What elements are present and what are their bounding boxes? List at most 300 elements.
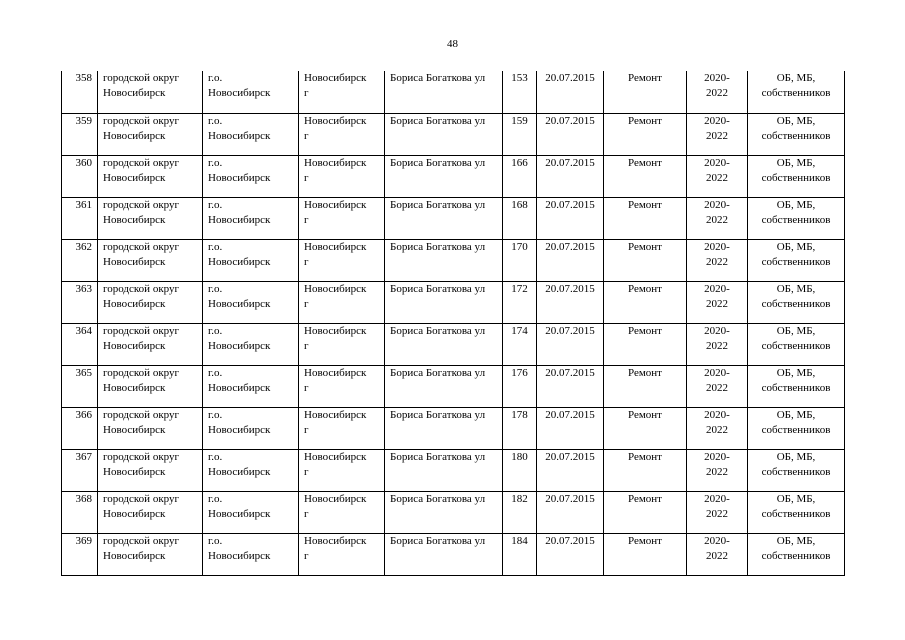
funding-source-cell	[748, 71, 845, 113]
date-value: 20.07.2015	[545, 114, 595, 127]
settlement-cell	[299, 239, 385, 281]
district-cell	[203, 155, 299, 197]
municipality-name: Новосибирск	[103, 507, 166, 520]
district-type: г.о.	[208, 72, 223, 84]
house-cell	[503, 197, 537, 239]
work-type: Ремонт	[627, 114, 662, 127]
funding-source-owners: собственников	[761, 465, 831, 478]
funding-source-cell	[748, 281, 845, 323]
row-number-cell	[62, 113, 98, 155]
municipality-name: Новосибирск	[103, 129, 166, 142]
date-value: 20.07.2015	[545, 198, 595, 211]
settlement-name: Новосибирск	[304, 492, 367, 505]
house-cell	[503, 533, 537, 575]
date-cell	[537, 491, 604, 533]
district-name: Новосибирск	[208, 423, 271, 436]
funding-source-budgets: ОБ, МБ,	[776, 156, 816, 169]
row-number: 362	[75, 240, 92, 253]
house-number: 180	[511, 450, 528, 463]
funding-source-budgets: ОБ, МБ,	[776, 282, 816, 295]
house-cell	[503, 491, 537, 533]
work-type-cell	[604, 491, 687, 533]
funding-source-owners: собственников	[761, 87, 831, 99]
district-name: Новосибирск	[208, 381, 271, 394]
settlement-name: Новосибирск	[304, 72, 367, 84]
housing-registry-table	[61, 71, 845, 576]
settlement-type: г	[304, 507, 309, 520]
municipality-name: Новосибирск	[103, 213, 166, 226]
period-cell	[687, 281, 748, 323]
row-number-cell	[62, 71, 98, 113]
work-type: Ремонт	[627, 450, 662, 463]
house-cell	[503, 113, 537, 155]
funding-source-cell	[748, 323, 845, 365]
house-cell	[503, 407, 537, 449]
municipality-type: городской округ	[103, 240, 180, 253]
work-type-cell	[604, 155, 687, 197]
settlement-cell	[299, 407, 385, 449]
street-name: Бориса Богаткова ул	[390, 282, 486, 295]
row-number: 358	[75, 72, 92, 84]
house-cell	[503, 323, 537, 365]
district-name: Новосибирск	[208, 507, 271, 520]
street-cell	[385, 449, 503, 491]
house-cell	[503, 239, 537, 281]
table-row	[62, 323, 845, 365]
municipality-name: Новосибирск	[103, 465, 166, 478]
period-start: 2020-	[704, 450, 730, 463]
period-cell	[687, 449, 748, 491]
work-type-cell	[604, 407, 687, 449]
row-number-cell	[62, 491, 98, 533]
district-name: Новосибирск	[208, 213, 271, 226]
street-cell	[385, 533, 503, 575]
municipality-name: Новосибирск	[103, 255, 166, 268]
district-name: Новосибирск	[208, 255, 271, 268]
settlement-cell	[299, 113, 385, 155]
work-type: Ремонт	[627, 282, 662, 295]
settlement-cell	[299, 323, 385, 365]
row-number: 359	[75, 114, 92, 127]
funding-source-budgets: ОБ, МБ,	[776, 114, 816, 127]
settlement-cell	[299, 281, 385, 323]
district-name: Новосибирск	[208, 87, 271, 99]
house-number: 166	[511, 156, 528, 169]
municipality-cell	[98, 281, 203, 323]
row-number-cell	[62, 533, 98, 575]
house-cell	[503, 281, 537, 323]
date-value: 20.07.2015	[545, 156, 595, 169]
district-type: г.о.	[208, 492, 223, 505]
settlement-name: Новосибирск	[304, 114, 367, 127]
settlement-name: Новосибирск	[304, 408, 367, 421]
work-type-cell	[604, 113, 687, 155]
table-row	[62, 491, 845, 533]
municipality-cell	[98, 449, 203, 491]
row-number: 364	[75, 324, 92, 337]
funding-source-cell	[748, 239, 845, 281]
funding-source-owners: собственников	[761, 171, 831, 184]
work-type-cell	[604, 323, 687, 365]
street-name: Бориса Богаткова ул	[390, 240, 486, 253]
municipality-cell	[98, 323, 203, 365]
work-type-cell	[604, 449, 687, 491]
row-number-cell	[62, 407, 98, 449]
settlement-type: г	[304, 465, 309, 478]
municipality-type: городской округ	[103, 198, 180, 211]
settlement-type: г	[304, 297, 309, 310]
funding-source-budgets: ОБ, МБ,	[776, 324, 816, 337]
row-number-cell	[62, 281, 98, 323]
district-name: Новосибирск	[208, 171, 271, 184]
municipality-type: городской округ	[103, 534, 180, 547]
period-end: 2022	[706, 297, 728, 310]
table-body	[62, 71, 845, 575]
date-cell	[537, 323, 604, 365]
municipality-cell	[98, 365, 203, 407]
street-cell	[385, 113, 503, 155]
row-number: 363	[75, 282, 92, 295]
funding-source-cell	[748, 407, 845, 449]
settlement-cell	[299, 491, 385, 533]
row-number-cell	[62, 197, 98, 239]
district-cell	[203, 197, 299, 239]
period-end: 2022	[706, 465, 728, 478]
settlement-cell	[299, 365, 385, 407]
settlement-cell	[299, 533, 385, 575]
funding-source-owners: собственников	[761, 297, 831, 310]
house-cell	[503, 155, 537, 197]
period-end: 2022	[706, 87, 728, 99]
work-type: Ремонт	[627, 492, 662, 505]
funding-source-cell	[748, 449, 845, 491]
house-cell	[503, 71, 537, 113]
district-cell	[203, 323, 299, 365]
street-cell	[385, 197, 503, 239]
date-cell	[537, 197, 604, 239]
street-name: Бориса Богаткова ул	[390, 72, 486, 84]
municipality-cell	[98, 71, 203, 113]
district-cell	[203, 239, 299, 281]
period-end: 2022	[706, 213, 728, 226]
street-name: Бориса Богаткова ул	[390, 492, 486, 505]
funding-source-cell	[748, 533, 845, 575]
municipality-name: Новосибирск	[103, 87, 166, 99]
funding-source-owners: собственников	[761, 381, 831, 394]
municipality-type: городской округ	[103, 72, 180, 84]
street-name: Бориса Богаткова ул	[390, 366, 486, 379]
row-number-cell	[62, 449, 98, 491]
table-row	[62, 449, 845, 491]
municipality-name: Новосибирск	[103, 339, 166, 352]
date-value: 20.07.2015	[545, 240, 595, 253]
house-cell	[503, 365, 537, 407]
date-cell	[537, 365, 604, 407]
settlement-cell	[299, 155, 385, 197]
district-type: г.о.	[208, 534, 223, 547]
period-end: 2022	[706, 423, 728, 436]
date-cell	[537, 533, 604, 575]
settlement-type: г	[304, 87, 309, 99]
date-value: 20.07.2015	[545, 450, 595, 463]
street-name: Бориса Богаткова ул	[390, 408, 486, 421]
table-row	[62, 239, 845, 281]
settlement-type: г	[304, 549, 309, 562]
district-type: г.о.	[208, 282, 223, 295]
district-cell	[203, 71, 299, 113]
period-cell	[687, 323, 748, 365]
settlement-name: Новосибирск	[304, 324, 367, 337]
municipality-type: городской округ	[103, 408, 180, 421]
row-number-cell	[62, 239, 98, 281]
settlement-cell	[299, 449, 385, 491]
municipality-cell	[98, 533, 203, 575]
district-cell	[203, 113, 299, 155]
work-type: Ремонт	[627, 534, 662, 547]
work-type: Ремонт	[627, 72, 662, 84]
house-number: 174	[511, 324, 528, 337]
municipality-name: Новосибирск	[103, 171, 166, 184]
street-cell	[385, 239, 503, 281]
settlement-type: г	[304, 171, 309, 184]
work-type-cell	[604, 239, 687, 281]
settlement-type: г	[304, 381, 309, 394]
settlement-type: г	[304, 255, 309, 268]
settlement-type: г	[304, 339, 309, 352]
municipality-cell	[98, 197, 203, 239]
date-value: 20.07.2015	[545, 492, 595, 505]
period-start: 2020-	[704, 72, 730, 84]
work-type: Ремонт	[627, 240, 662, 253]
funding-source-owners: собственников	[761, 129, 831, 142]
street-name: Бориса Богаткова ул	[390, 534, 486, 547]
period-start: 2020-	[704, 282, 730, 295]
settlement-name: Новосибирск	[304, 366, 367, 379]
work-type-cell	[604, 281, 687, 323]
district-type: г.о.	[208, 408, 223, 421]
period-cell	[687, 365, 748, 407]
settlement-name: Новосибирск	[304, 156, 367, 169]
municipality-name: Новосибирск	[103, 297, 166, 310]
district-type: г.о.	[208, 114, 223, 127]
municipality-cell	[98, 239, 203, 281]
district-cell	[203, 449, 299, 491]
house-number: 168	[511, 198, 528, 211]
row-number: 360	[75, 156, 92, 169]
row-number: 368	[75, 492, 92, 505]
work-type: Ремонт	[627, 366, 662, 379]
street-cell	[385, 71, 503, 113]
funding-source-cell	[748, 197, 845, 239]
street-name: Бориса Богаткова ул	[390, 450, 486, 463]
funding-source-budgets: ОБ, МБ,	[776, 240, 816, 253]
house-number: 159	[511, 114, 528, 127]
period-cell	[687, 197, 748, 239]
municipality-type: городской округ	[103, 324, 180, 337]
funding-source-owners: собственников	[761, 423, 831, 436]
house-number: 182	[511, 492, 528, 505]
period-end: 2022	[706, 129, 728, 142]
period-cell	[687, 533, 748, 575]
district-cell	[203, 533, 299, 575]
district-name: Новосибирск	[208, 465, 271, 478]
district-cell	[203, 407, 299, 449]
period-cell	[687, 155, 748, 197]
work-type-cell	[604, 71, 687, 113]
municipality-name: Новосибирск	[103, 423, 166, 436]
house-number: 184	[511, 534, 528, 547]
district-name: Новосибирск	[208, 297, 271, 310]
table-row	[62, 113, 845, 155]
settlement-name: Новосибирск	[304, 282, 367, 295]
page-number: 48	[447, 38, 458, 50]
street-name: Бориса Богаткова ул	[390, 324, 486, 337]
period-end: 2022	[706, 339, 728, 352]
period-cell	[687, 71, 748, 113]
period-end: 2022	[706, 255, 728, 268]
settlement-name: Новосибирск	[304, 240, 367, 253]
date-value: 20.07.2015	[545, 72, 595, 84]
district-cell	[203, 281, 299, 323]
municipality-name: Новосибирск	[103, 381, 166, 394]
period-start: 2020-	[704, 324, 730, 337]
settlement-name: Новосибирск	[304, 450, 367, 463]
street-cell	[385, 155, 503, 197]
period-start: 2020-	[704, 156, 730, 169]
date-cell	[537, 113, 604, 155]
period-cell	[687, 239, 748, 281]
street-cell	[385, 407, 503, 449]
period-start: 2020-	[704, 114, 730, 127]
table-row	[62, 281, 845, 323]
street-name: Бориса Богаткова ул	[390, 198, 486, 211]
table-row	[62, 407, 845, 449]
funding-source-owners: собственников	[761, 213, 831, 226]
period-start: 2020-	[704, 492, 730, 505]
municipality-cell	[98, 407, 203, 449]
house-number: 170	[511, 240, 528, 253]
table-row	[62, 71, 845, 113]
work-type-cell	[604, 533, 687, 575]
funding-source-cell	[748, 155, 845, 197]
street-cell	[385, 365, 503, 407]
municipality-type: городской округ	[103, 366, 180, 379]
row-number: 369	[75, 534, 92, 547]
house-number: 153	[511, 72, 528, 84]
funding-source-cell	[748, 113, 845, 155]
period-end: 2022	[706, 549, 728, 562]
municipality-type: городской округ	[103, 450, 180, 463]
funding-source-budgets: ОБ, МБ,	[776, 492, 816, 505]
funding-source-owners: собственников	[761, 255, 831, 268]
funding-source-owners: собственников	[761, 339, 831, 352]
row-number-cell	[62, 155, 98, 197]
row-number: 367	[75, 450, 92, 463]
work-type: Ремонт	[627, 408, 662, 421]
funding-source-budgets: ОБ, МБ,	[776, 450, 816, 463]
work-type: Ремонт	[627, 324, 662, 337]
street-cell	[385, 491, 503, 533]
municipality-cell	[98, 113, 203, 155]
funding-source-budgets: ОБ, МБ,	[776, 366, 816, 379]
date-cell	[537, 239, 604, 281]
period-start: 2020-	[704, 198, 730, 211]
settlement-name: Новосибирск	[304, 534, 367, 547]
row-number-cell	[62, 365, 98, 407]
house-cell	[503, 449, 537, 491]
house-number: 172	[511, 282, 528, 295]
municipality-name: Новосибирск	[103, 549, 166, 562]
period-cell	[687, 113, 748, 155]
table-row	[62, 365, 845, 407]
date-cell	[537, 71, 604, 113]
work-type-cell	[604, 197, 687, 239]
table-row	[62, 155, 845, 197]
district-type: г.о.	[208, 198, 223, 211]
period-end: 2022	[706, 507, 728, 520]
funding-source-budgets: ОБ, МБ,	[776, 72, 816, 84]
row-number: 365	[75, 366, 92, 379]
period-start: 2020-	[704, 366, 730, 379]
district-type: г.о.	[208, 324, 223, 337]
street-cell	[385, 281, 503, 323]
date-value: 20.07.2015	[545, 534, 595, 547]
table-row	[62, 533, 845, 575]
funding-source-budgets: ОБ, МБ,	[776, 534, 816, 547]
row-number: 366	[75, 408, 92, 421]
period-start: 2020-	[704, 408, 730, 421]
date-cell	[537, 449, 604, 491]
district-type: г.о.	[208, 450, 223, 463]
funding-source-budgets: ОБ, МБ,	[776, 198, 816, 211]
period-cell	[687, 407, 748, 449]
district-name: Новосибирск	[208, 549, 271, 562]
municipality-type: городской округ	[103, 114, 180, 127]
district-name: Новосибирск	[208, 129, 271, 142]
period-end: 2022	[706, 381, 728, 394]
settlement-type: г	[304, 213, 309, 226]
row-number-cell	[62, 323, 98, 365]
period-start: 2020-	[704, 240, 730, 253]
settlement-name: Новосибирск	[304, 198, 367, 211]
street-name: Бориса Богаткова ул	[390, 156, 486, 169]
date-cell	[537, 155, 604, 197]
date-value: 20.07.2015	[545, 282, 595, 295]
funding-source-budgets: ОБ, МБ,	[776, 408, 816, 421]
district-type: г.о.	[208, 240, 223, 253]
date-value: 20.07.2015	[545, 366, 595, 379]
district-cell	[203, 491, 299, 533]
date-cell	[537, 407, 604, 449]
settlement-cell	[299, 71, 385, 113]
funding-source-cell	[748, 365, 845, 407]
date-cell	[537, 281, 604, 323]
date-value: 20.07.2015	[545, 324, 595, 337]
row-number: 361	[75, 198, 92, 211]
municipality-type: городской округ	[103, 492, 180, 505]
funding-source-owners: собственников	[761, 507, 831, 520]
settlement-cell	[299, 197, 385, 239]
period-start: 2020-	[704, 534, 730, 547]
house-number: 178	[511, 408, 528, 421]
date-value: 20.07.2015	[545, 408, 595, 421]
district-type: г.о.	[208, 156, 223, 169]
district-cell	[203, 365, 299, 407]
funding-source-owners: собственников	[761, 549, 831, 562]
municipality-type: городской округ	[103, 156, 180, 169]
house-number: 176	[511, 366, 528, 379]
district-type: г.о.	[208, 366, 223, 379]
